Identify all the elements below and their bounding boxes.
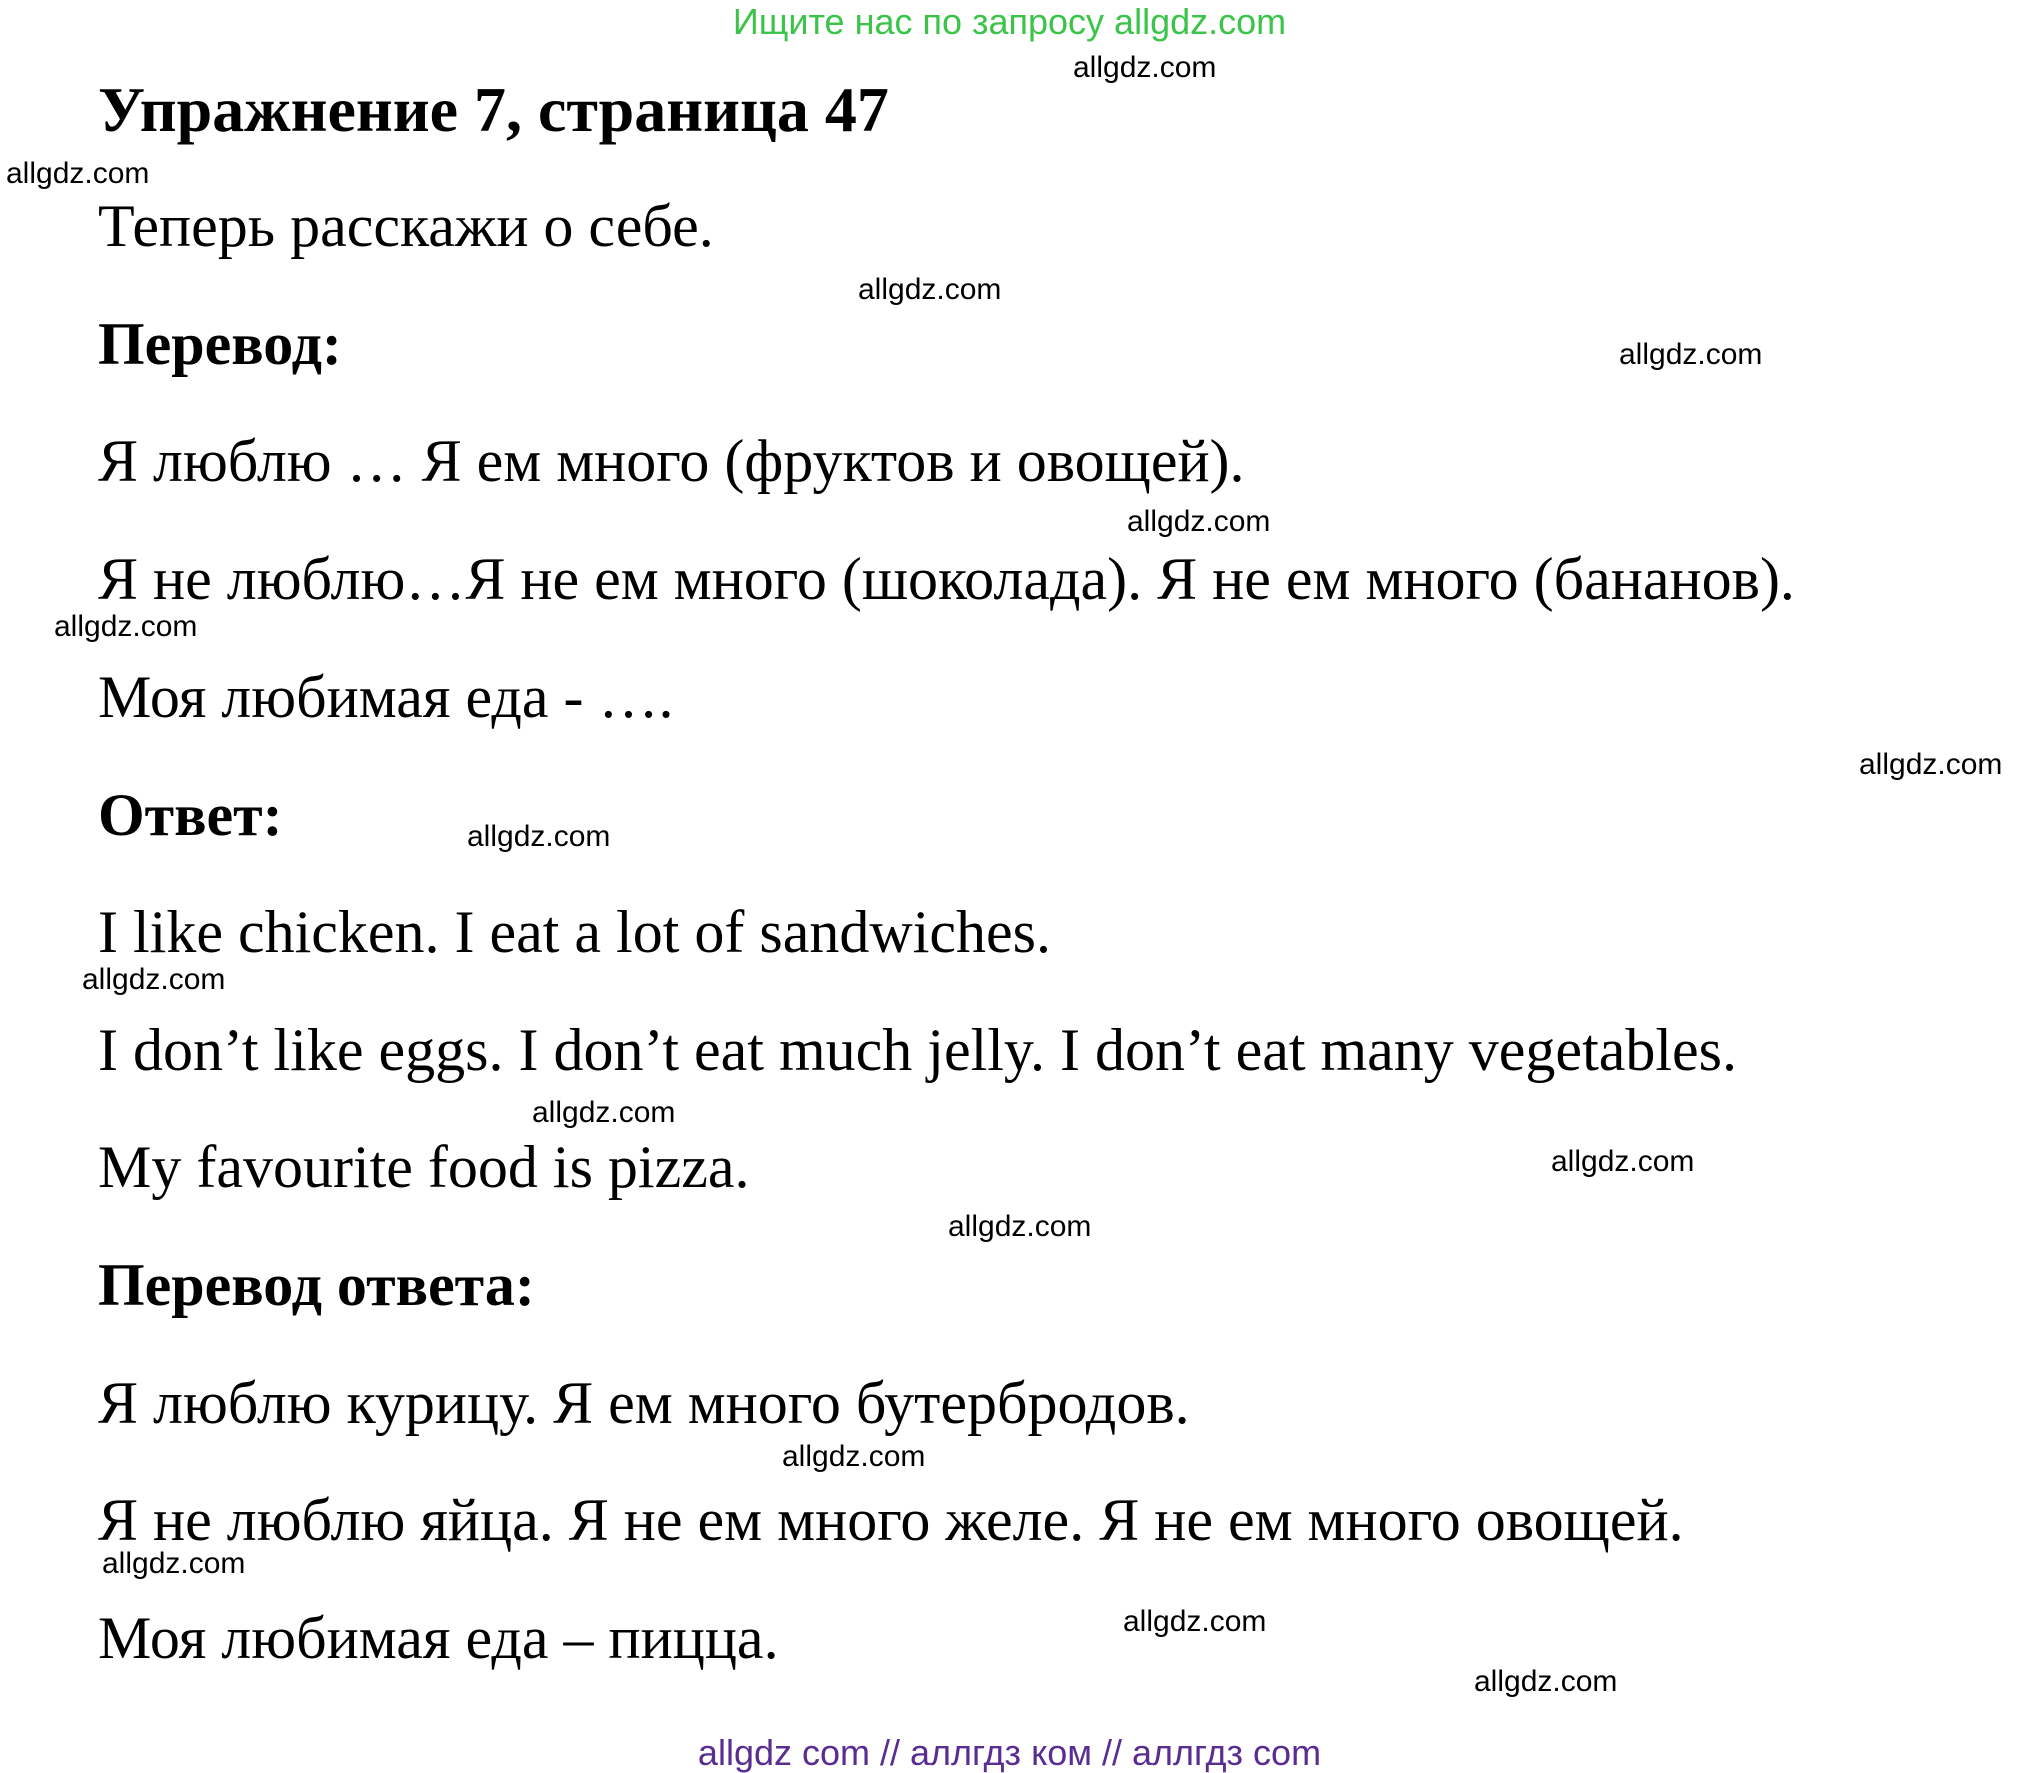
- translation-line-3: Моя любимая еда - ….: [98, 664, 674, 730]
- task-text: Теперь расскажи о себе.: [98, 193, 714, 259]
- watermark: allgdz.com: [467, 820, 611, 853]
- watermark: allgdz.com: [6, 157, 150, 190]
- watermark: allgdz.com: [948, 1210, 1092, 1243]
- answer-translation-heading: Перевод ответа:: [98, 1252, 535, 1318]
- watermark: allgdz.com: [532, 1096, 676, 1129]
- watermark: allgdz.com: [1474, 1665, 1618, 1698]
- translation-line-2: Я не люблю…Я не ем много (шоколада). Я не ем много (бананов).: [98, 546, 1795, 612]
- watermark: allgdz.com: [1551, 1145, 1695, 1178]
- watermark: allgdz.com: [102, 1547, 246, 1580]
- translation-heading: Перевод:: [98, 311, 342, 377]
- watermark: allgdz.com: [1127, 505, 1271, 538]
- page-title: Упражнение 7, страница 47: [98, 74, 889, 145]
- watermark: allgdz.com: [1619, 338, 1763, 371]
- watermark: allgdz.com: [1859, 748, 2003, 781]
- watermark: allgdz.com: [782, 1440, 926, 1473]
- answer-line-2: I don’t like eggs. I don’t eat much jelly. I don’t eat many vegetables.: [98, 1017, 1738, 1083]
- answer-translation-line-3: Моя любимая еда – пицца.: [98, 1605, 779, 1671]
- answer-translation-line-2: Я не люблю яйца. Я не ем много желе. Я не ем много овощей.: [98, 1487, 1684, 1553]
- watermark: allgdz.com: [1123, 1605, 1267, 1638]
- answer-heading: Ответ:: [98, 782, 283, 848]
- answer-line-3: My favourite food is pizza.: [98, 1134, 750, 1200]
- site-footer[interactable]: allgdz com // аллгдз ком // аллгдз com: [697, 1732, 1322, 1773]
- site-banner[interactable]: Ищите нас по запросу allgdz.com: [732, 1, 1287, 42]
- answer-translation-line-1: Я люблю курицу. Я ем много бутербродов.: [98, 1370, 1190, 1436]
- watermark: allgdz.com: [82, 963, 226, 996]
- watermark: allgdz.com: [858, 273, 1002, 306]
- watermark: allgdz.com: [1073, 51, 1217, 84]
- answer-line-1: I like chicken. I eat a lot of sandwiches.: [98, 899, 1051, 965]
- translation-line-1: Я люблю … Я ем много (фруктов и овощей).: [98, 428, 1245, 494]
- watermark: allgdz.com: [54, 610, 198, 643]
